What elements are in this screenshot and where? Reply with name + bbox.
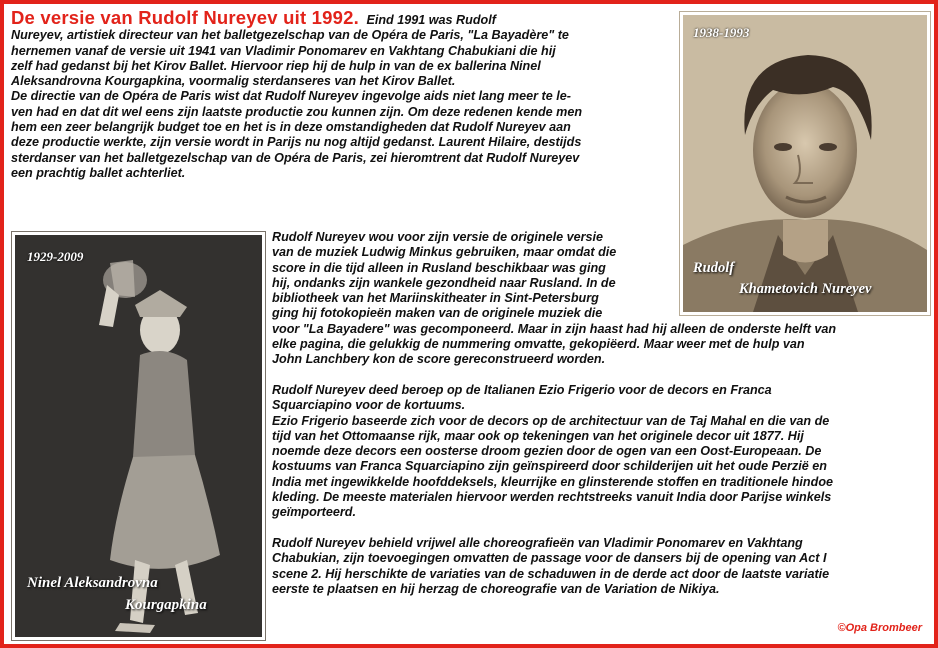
decor-line: Squarciapino voor de kortuums. (272, 398, 466, 413)
paragraph-score (272, 230, 932, 368)
decor-line: Ezio Frigerio baseerde zich voor de decors op de architectuur van de Taj Mahal en die van de (272, 413, 830, 428)
score-line: voor "La Bayadere" was gecomponeerd. Maar in zijn haast had hij alleen de onderste helft van (272, 321, 837, 336)
decor-line: tijd van het Ottomaanse rijk, maar ook op tekeningen van het originele decor uit 1877. Hij (272, 428, 804, 443)
kourgapkina-years-label: 1929-2009 (27, 249, 84, 264)
decor-line: Rudolf Nureyev deed beroep op de Italianen Ezio Frigerio voor de decors en Franca (272, 382, 772, 397)
choreo-line: Rudolf Nureyev behield vrijwel alle choreografieën van Vladimir Ponomarev en Vakhtang (272, 535, 803, 550)
paragraph-choreography (272, 536, 932, 597)
intro-line: zelf had gedanst bij het Kirov Ballet. Hiervoor riep hij de hulp in van de ex ballerina Ninel (11, 58, 541, 73)
intro-line: De directie van de Opéra de Paris wist dat Rudolf Nureyev ingevolge aids niet lang meer te le- (11, 89, 571, 104)
intro-line: deze productie werkte, zijn versie wordt in Parijs nu nog altijd gedanst. Laurent Hilaire, destijds (11, 135, 582, 150)
nureyev-caption-line1: Rudolf (693, 260, 735, 276)
nureyev-caption-line2: Khametovich Nureyev (739, 281, 872, 297)
decor-line: India met ingewikkelde hoofddeksels, kleurrijke en glinsterende stoffen en traditionele hindoe (272, 474, 834, 489)
score-line: hij, ondanks zijn wankele gezondheid naar Rusland. In de (272, 275, 616, 290)
paragraph-decor (272, 383, 932, 521)
score-line: van de muziek Ludwig Minkus gebruiken, maar omdat die (272, 245, 617, 260)
decor-line: geïmporteerd. (272, 505, 356, 520)
body-text-block (272, 230, 932, 597)
decor-line: kleding. De meeste materialen hiervoor werden rechtstreeks vanuit India door Parijse winkels (272, 490, 832, 505)
score-line: John Lanchbery kon de score gereconstrueerd worden. (272, 352, 606, 367)
intro-line-0 (11, 7, 679, 28)
choreo-line: Chabukian, zijn toevoegingen omvatten de passage voor de dansers bij de opening van Act I (272, 551, 827, 566)
kourgapkina-caption-line1: Ninel Aleksandrovna (27, 575, 158, 591)
intro-line: sterdanser van het balletgezelschap van de Opéra de Paris, zei hieromtrent dat Rudolf Nureyev (11, 150, 580, 165)
score-line: score in die tijd alleen in Rusland beschikbaar was ging (272, 260, 606, 275)
intro-line: Nureyev, artistiek directeur van het balletgezelschap van de Opéra de Paris, "La Bayadère" te (11, 28, 569, 43)
intro-text-block (11, 7, 679, 181)
intro-line: hernemen vanaf de versie uit 1941 van Vladimir Ponomarev en Vakhtang Chabukiani die hij (11, 43, 556, 58)
score-line: elke pagina, die gelukkig de nummering omvatte, gekopiëerd. Maar weer met de hulp van (272, 337, 805, 352)
nureyev-years-label: 1938-1993 (693, 25, 750, 40)
score-line: bibliotheek van het Mariinskitheater in Sint-Petersburg (272, 291, 599, 306)
kourgapkina-portrait-photo (12, 232, 265, 640)
kourgapkina-caption-line2: Kourgapkina (125, 597, 207, 613)
decor-line: kostuums van Franca Squarciapino zijn geïnspireerd door schilderijen uit het oude Perzië en (272, 459, 827, 474)
intro-line: een prachtig ballet achterliet. (11, 165, 186, 180)
intro-line: ven had en dat dit wel eens zijn laatste productie zou kunnen zijn. Om deze redenen kende men (11, 104, 583, 119)
choreo-line: scene 2. Hij herschikte de variaties van de schaduwen in de derde act door de laatste variatie (272, 566, 830, 581)
choreo-line: eerste te plaatsen en hij herzag de choreografie van de Variation de Nikiya. (272, 581, 720, 596)
score-line: Rudolf Nureyev wou voor zijn versie de originele versie (272, 230, 604, 244)
intro-line: Aleksandrovna Kourgapkina, voormalig sterdanseres van het Kirov Ballet. (11, 74, 456, 89)
intro-line-text: Eind 1991 was Rudolf (366, 13, 496, 27)
article-title: De versie van Rudolf Nureyev uit 1992. (11, 7, 359, 28)
decor-line: noemde deze decors een oosterse droom gezien door de ogen van een Oost-Europeaan. De (272, 444, 822, 459)
intro-line: hem een zeer belangrijk budget toe en het is in deze omstandigheden dat Rudolf Nureyev aan (11, 120, 571, 135)
score-line: ging hij fotokopieën maken van de originele muziek die (272, 306, 603, 321)
author-credit: ©Opa Brombeer (837, 622, 922, 634)
